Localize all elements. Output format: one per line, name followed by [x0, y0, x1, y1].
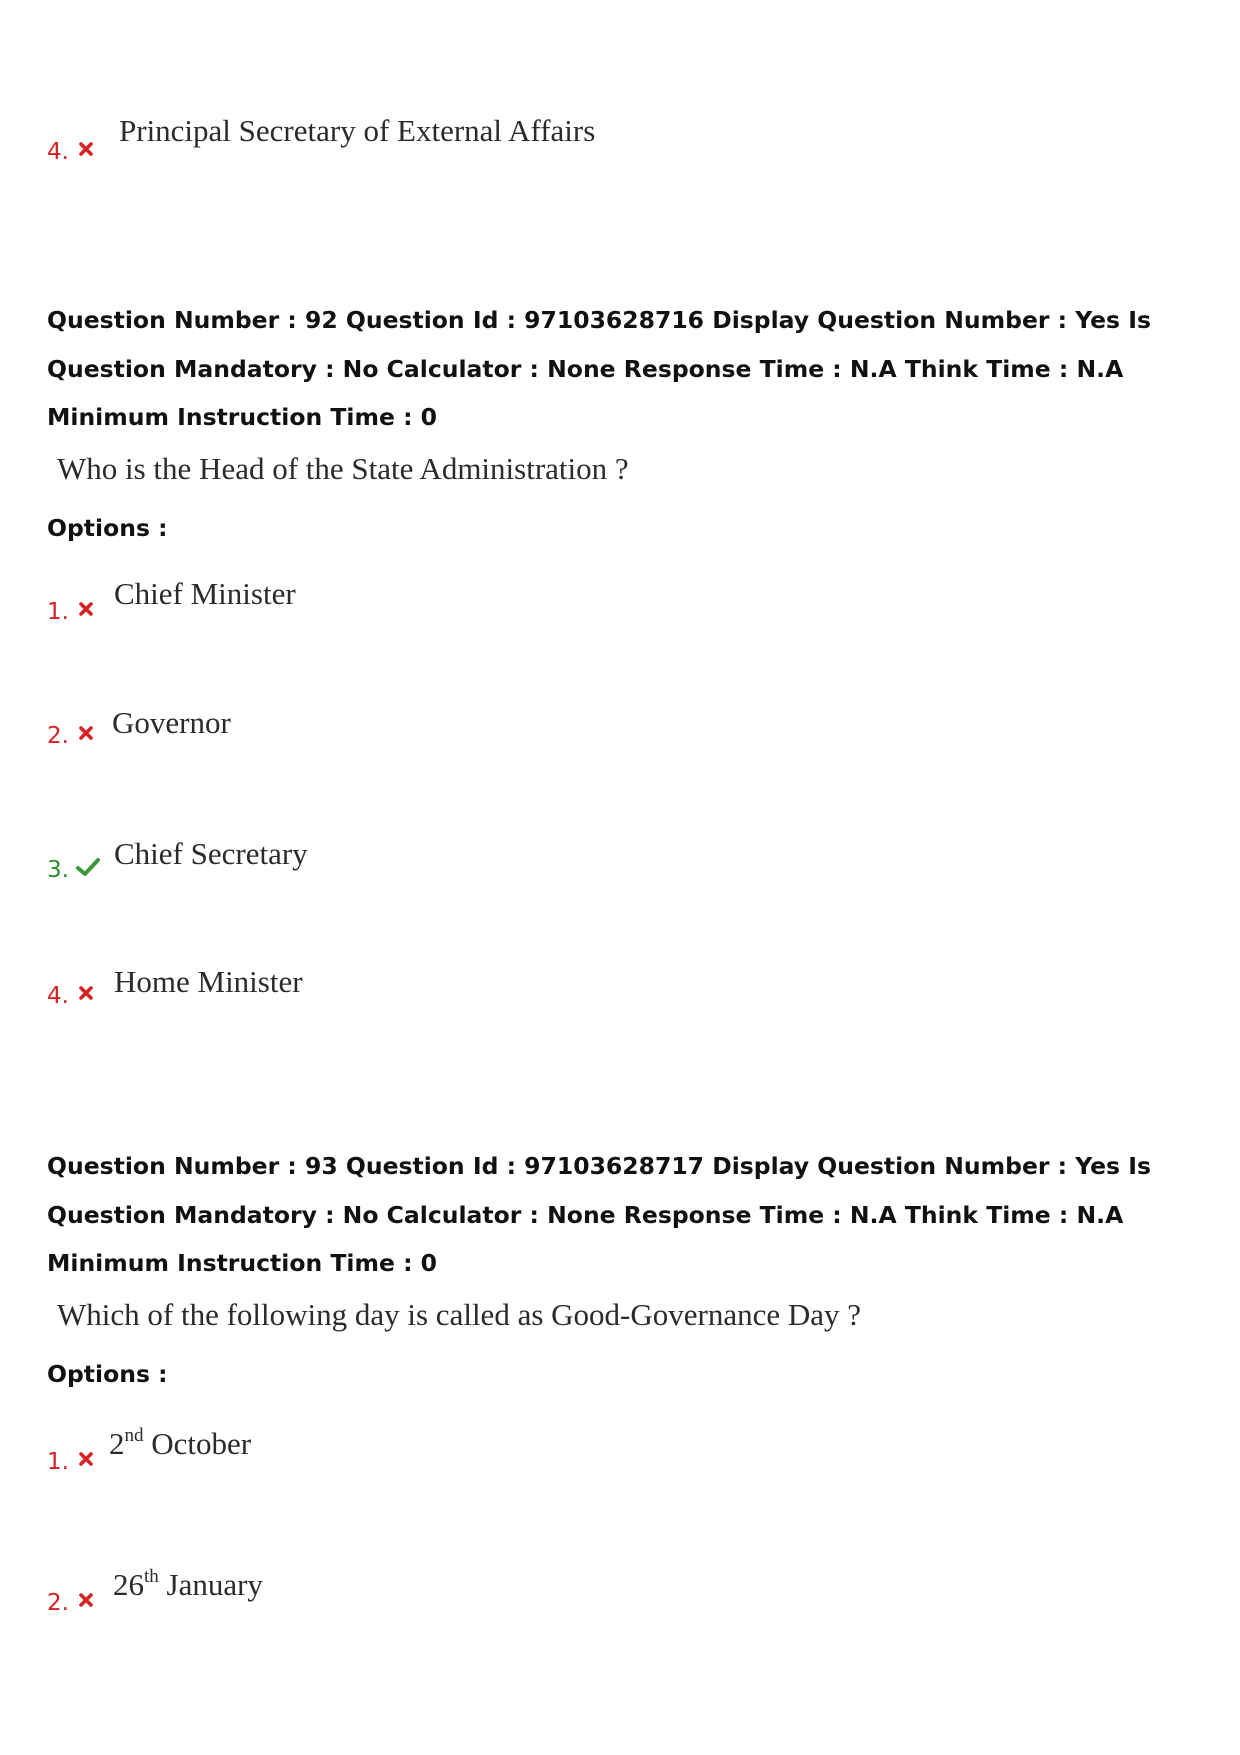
- option-number: 2.: [47, 1590, 69, 1616]
- option-text-rest: January: [158, 1567, 263, 1602]
- option-number: 1.: [47, 599, 69, 625]
- option-text: Chief Secretary: [114, 836, 308, 871]
- cross-icon: [78, 1592, 94, 1608]
- option-text-number: 26: [113, 1567, 144, 1602]
- options-label: Options :: [47, 514, 168, 542]
- option-number: 1.: [47, 1449, 69, 1475]
- option-number: 4.: [47, 139, 69, 165]
- option-text: Principal Secretary of External Affairs: [119, 113, 596, 148]
- option-text-suffix: th: [144, 1565, 159, 1587]
- option-text: [109, 1426, 251, 1462]
- question-meta: Question Number : 93 Question Id : 97103628717 Display Question Number : Yes Is Question Mandatory : No Calculator : None Response Time : N.A Think Time : N.A Minimum Instruction Time : 0: [47, 1152, 1151, 1277]
- option-text: Chief Minister: [114, 576, 296, 611]
- question-text: Who is the Head of the State Administration ?: [57, 451, 629, 486]
- question-text: Which of the following day is called as Good-Governance Day ?: [57, 1297, 862, 1332]
- cross-icon: [78, 1451, 94, 1467]
- option-number: 4.: [47, 983, 69, 1009]
- question-meta: Question Number : 92 Question Id : 97103628716 Display Question Number : Yes Is Question Mandatory : No Calculator : None Response Time : N.A Think Time : N.A Minimum Instruction Time : 0: [47, 306, 1151, 431]
- option-text-suffix: nd: [124, 1424, 144, 1446]
- options-label: Options :: [47, 1360, 168, 1388]
- option-text-number: 2: [109, 1426, 125, 1461]
- option-text: [113, 1567, 263, 1603]
- cross-icon: [78, 725, 94, 741]
- option-number: 2.: [47, 723, 69, 749]
- option-number: 3.: [47, 857, 69, 883]
- cross-icon: [78, 141, 94, 157]
- check-icon: [76, 857, 100, 877]
- cross-icon: [78, 601, 94, 617]
- option-text-rest: October: [143, 1426, 252, 1461]
- option-text: Governor: [112, 705, 231, 740]
- option-text: Home Minister: [114, 964, 303, 999]
- cross-icon: [78, 985, 94, 1001]
